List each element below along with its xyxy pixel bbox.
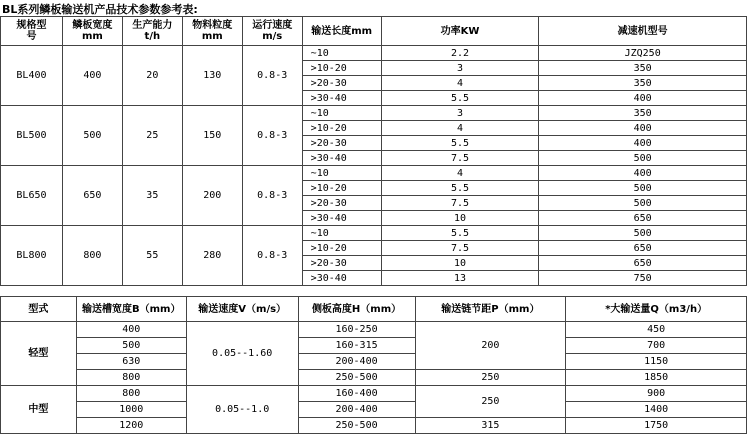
table-row xyxy=(1,322,747,338)
capacity-cell: 20 xyxy=(122,46,182,106)
reducer-cell: 500 xyxy=(539,151,747,166)
length-cell: ~10 xyxy=(302,106,381,121)
reducer-cell: 650 xyxy=(539,241,747,256)
table-row xyxy=(1,418,747,434)
trough-width-cell: 500 xyxy=(76,338,186,354)
power-cell: 4 xyxy=(381,166,539,181)
speed-cell: 0.8-3 xyxy=(242,166,302,226)
header-length: 输送长度mm xyxy=(302,17,381,46)
reducer-cell: 400 xyxy=(539,121,747,136)
power-cell: 4 xyxy=(381,121,539,136)
max-flow-cell: 1150 xyxy=(566,354,747,370)
side-height-cell: 160-400 xyxy=(298,386,415,402)
power-cell: 10 xyxy=(381,211,539,226)
header-conveying-speed: 输送速度V（m/s） xyxy=(186,297,298,322)
granularity-cell: 280 xyxy=(182,226,242,286)
conveying-speed-cell: 0.05--1.60 xyxy=(186,322,298,386)
header-reducer: 减速机型号 xyxy=(539,17,747,46)
chain-pitch-cell: 250 xyxy=(415,370,566,386)
max-flow-cell: 900 xyxy=(566,386,747,402)
header-power: 功率KW xyxy=(381,17,539,46)
length-cell: >10-20 xyxy=(302,181,381,196)
reducer-cell: 350 xyxy=(539,76,747,91)
side-height-cell: 250-500 xyxy=(298,370,415,386)
header-type: 型式 xyxy=(1,297,77,322)
table-row xyxy=(1,338,747,354)
type-cell: 轻型 xyxy=(1,322,77,386)
length-cell: ~10 xyxy=(302,166,381,181)
conveying-speed-cell: 0.05--1.0 xyxy=(186,386,298,434)
length-cell: >20-30 xyxy=(302,136,381,151)
header-speed: 运行速度 m/s xyxy=(242,17,302,46)
width-cell: 400 xyxy=(62,46,122,106)
power-cell: 7.5 xyxy=(381,196,539,211)
side-height-cell: 250-500 xyxy=(298,418,415,434)
speed-cell: 0.8-3 xyxy=(242,226,302,286)
reducer-cell: 350 xyxy=(539,106,747,121)
reducer-cell: 400 xyxy=(539,91,747,106)
granularity-cell: 200 xyxy=(182,166,242,226)
length-cell: >30-40 xyxy=(302,91,381,106)
table-row xyxy=(1,402,747,418)
table-row xyxy=(1,106,747,121)
table-header-row xyxy=(1,297,747,322)
table-row xyxy=(1,166,747,181)
side-height-cell: 200-400 xyxy=(298,354,415,370)
power-cell: 2.2 xyxy=(381,46,539,61)
capacity-cell: 35 xyxy=(122,166,182,226)
speed-cell: 0.8-3 xyxy=(242,106,302,166)
side-height-cell: 160-250 xyxy=(298,322,415,338)
power-cell: 5.5 xyxy=(381,91,539,106)
length-cell: >20-30 xyxy=(302,196,381,211)
length-cell: >10-20 xyxy=(302,61,381,76)
model-cell: BL800 xyxy=(1,226,63,286)
chain-pitch-cell: 315 xyxy=(415,418,566,434)
header-capacity: 生产能力 t/h xyxy=(122,17,182,46)
reducer-cell: 350 xyxy=(539,61,747,76)
header-width: 鳞板宽度 mm xyxy=(62,17,122,46)
power-cell: 5.5 xyxy=(381,226,539,241)
trough-width-cell: 1000 xyxy=(76,402,186,418)
length-cell: ~10 xyxy=(302,46,381,61)
power-cell: 3 xyxy=(381,61,539,76)
trough-width-cell: 800 xyxy=(76,370,186,386)
table-header-row xyxy=(1,17,747,46)
table-row xyxy=(1,370,747,386)
length-cell: >10-20 xyxy=(302,121,381,136)
length-cell: >20-30 xyxy=(302,256,381,271)
reducer-cell: 650 xyxy=(539,211,747,226)
length-cell: ~10 xyxy=(302,226,381,241)
length-cell: >10-20 xyxy=(302,241,381,256)
width-cell: 800 xyxy=(62,226,122,286)
model-cell: BL650 xyxy=(1,166,63,226)
trough-width-cell: 400 xyxy=(76,322,186,338)
reducer-cell: 500 xyxy=(539,181,747,196)
model-cell: BL400 xyxy=(1,46,63,106)
side-height-cell: 160-315 xyxy=(298,338,415,354)
table-title: BL系列鳞板输送机产品技术参数参考表: xyxy=(2,3,198,16)
power-cell: 13 xyxy=(381,271,539,286)
chain-pitch-cell: 250 xyxy=(415,386,566,418)
model-cell: BL500 xyxy=(1,106,63,166)
power-cell: 7.5 xyxy=(381,151,539,166)
reducer-cell: 400 xyxy=(539,136,747,151)
reducer-cell: 400 xyxy=(539,166,747,181)
width-cell: 650 xyxy=(62,166,122,226)
reducer-cell: 500 xyxy=(539,196,747,211)
power-cell: 10 xyxy=(381,256,539,271)
power-cell: 3 xyxy=(381,106,539,121)
max-flow-cell: 1750 xyxy=(566,418,747,434)
chain-pitch-cell: 200 xyxy=(415,322,566,370)
length-cell: >30-40 xyxy=(302,151,381,166)
speed-cell: 0.8-3 xyxy=(242,46,302,106)
side-height-cell: 200-400 xyxy=(298,402,415,418)
reducer-cell: 650 xyxy=(539,256,747,271)
table-row xyxy=(1,226,747,241)
trough-width-cell: 630 xyxy=(76,354,186,370)
granularity-cell: 130 xyxy=(182,46,242,106)
capacity-cell: 25 xyxy=(122,106,182,166)
reducer-cell: 750 xyxy=(539,271,747,286)
power-cell: 4 xyxy=(381,76,539,91)
power-cell: 5.5 xyxy=(381,136,539,151)
max-flow-cell: 450 xyxy=(566,322,747,338)
bl-spec-table xyxy=(0,16,747,286)
trough-width-cell: 1200 xyxy=(76,418,186,434)
width-cell: 500 xyxy=(62,106,122,166)
header-chain-pitch: 输送链节距P（mm） xyxy=(415,297,566,322)
length-cell: >30-40 xyxy=(302,271,381,286)
max-flow-cell: 1850 xyxy=(566,370,747,386)
granularity-cell: 150 xyxy=(182,106,242,166)
power-cell: 7.5 xyxy=(381,241,539,256)
table-row xyxy=(1,354,747,370)
header-granularity: 物料粒度 mm xyxy=(182,17,242,46)
trough-width-cell: 800 xyxy=(76,386,186,402)
max-flow-cell: 700 xyxy=(566,338,747,354)
max-flow-cell: 1400 xyxy=(566,402,747,418)
type-cell: 中型 xyxy=(1,386,77,434)
power-cell: 5.5 xyxy=(381,181,539,196)
header-max-flow: *大输送量Q（m3/h） xyxy=(566,297,747,322)
reducer-cell: JZQ250 xyxy=(539,46,747,61)
header-trough-width: 输送槽宽度B（mm） xyxy=(76,297,186,322)
capacity-cell: 55 xyxy=(122,226,182,286)
header-model: 规格型 号 xyxy=(1,17,63,46)
length-cell: >20-30 xyxy=(302,76,381,91)
length-cell: >30-40 xyxy=(302,211,381,226)
reducer-cell: 500 xyxy=(539,226,747,241)
table-row xyxy=(1,46,747,61)
table-row xyxy=(1,386,747,402)
conveyor-spec-table xyxy=(0,296,747,434)
header-side-height: 侧板高度H（mm） xyxy=(298,297,415,322)
